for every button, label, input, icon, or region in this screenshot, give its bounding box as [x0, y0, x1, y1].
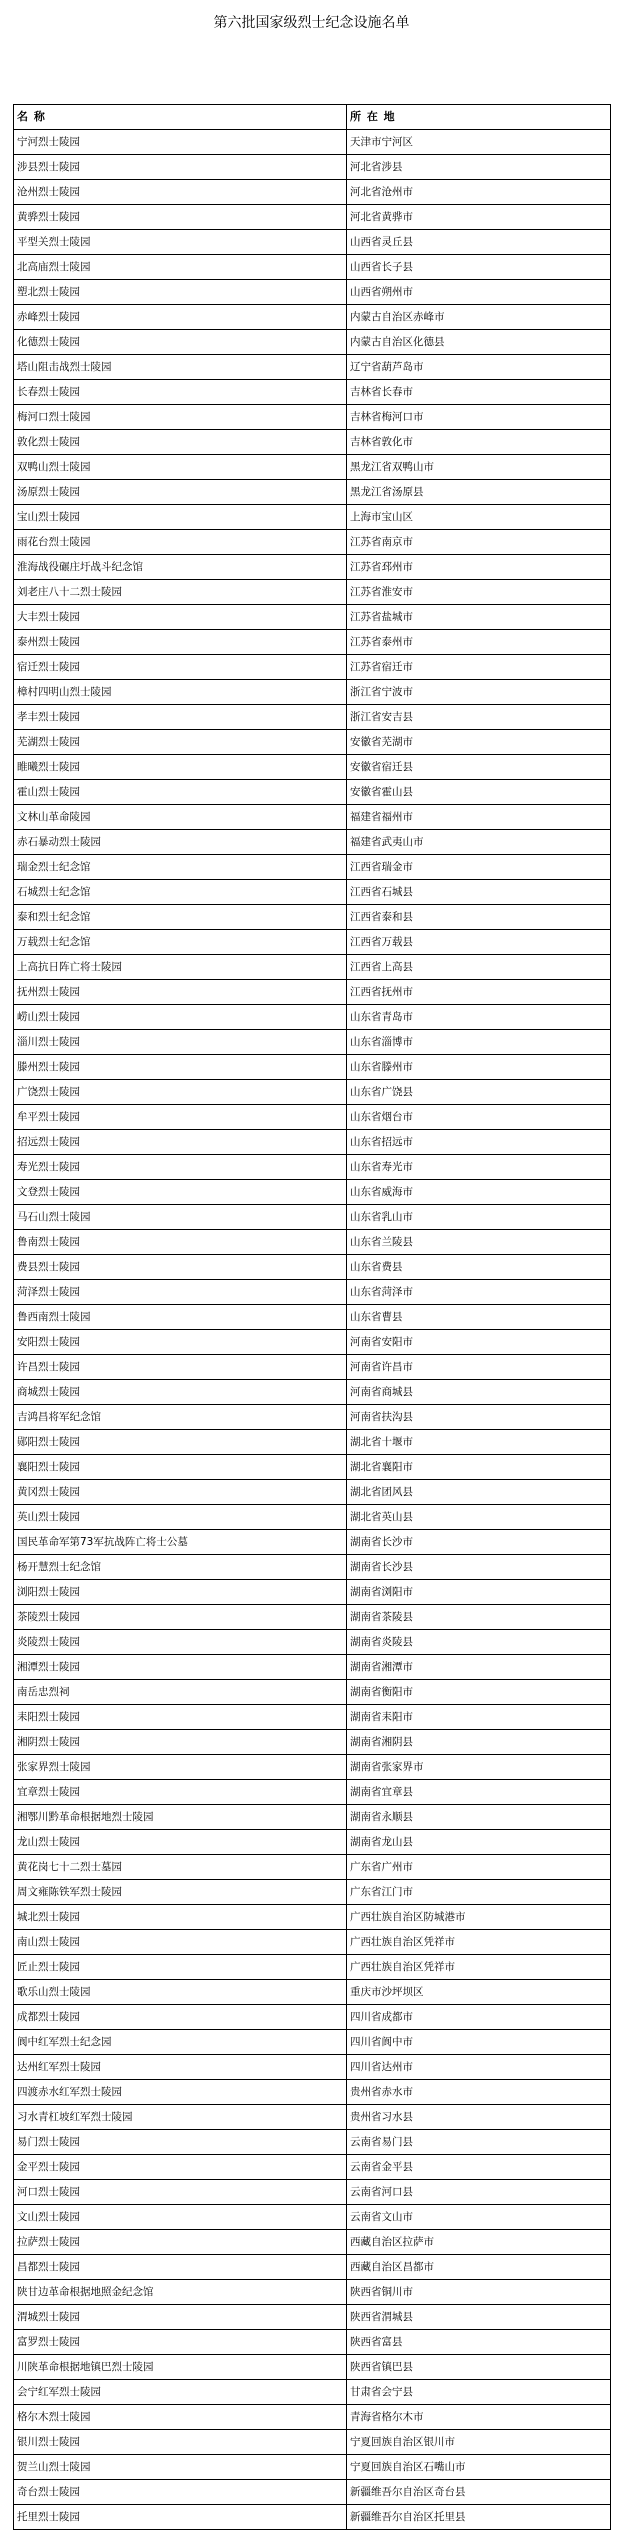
table-row	[14, 780, 611, 805]
memorial-name-cell: 阆中红军烈士纪念园	[14, 2030, 347, 2055]
table-header-row	[14, 105, 611, 130]
location-cell: 河南省安阳市	[347, 1330, 611, 1355]
table-row	[14, 1255, 611, 1280]
memorial-name-cell: 银川烈士陵园	[14, 2430, 347, 2455]
location-cell: 河北省沧州市	[347, 180, 611, 205]
memorial-name-cell: 成都烈士陵园	[14, 2005, 347, 2030]
location-cell: 江西省万载县	[347, 930, 611, 955]
table-row	[14, 905, 611, 930]
table-row	[14, 2355, 611, 2380]
location-cell: 陕西省镇巴县	[347, 2355, 611, 2380]
table-row	[14, 1580, 611, 1605]
memorial-name-cell: 襄阳烈士陵园	[14, 1455, 347, 1480]
location-cell: 浙江省宁波市	[347, 680, 611, 705]
memorial-name-cell: 大丰烈士陵园	[14, 605, 347, 630]
table-row	[14, 1555, 611, 1580]
location-cell: 四川省达州市	[347, 2055, 611, 2080]
memorial-name-cell: 长春烈士陵园	[14, 380, 347, 405]
location-cell: 青海省格尔木市	[347, 2405, 611, 2430]
location-cell: 山西省灵丘县	[347, 230, 611, 255]
memorial-name-cell: 沧州烈士陵园	[14, 180, 347, 205]
table-row	[14, 405, 611, 430]
location-cell: 安徽省霍山县	[347, 780, 611, 805]
table-row	[14, 1180, 611, 1205]
location-cell: 湖南省炎陵县	[347, 1630, 611, 1655]
table-row	[14, 1930, 611, 1955]
memorial-name-cell: 杨开慧烈士纪念馆	[14, 1555, 347, 1580]
table-row	[14, 1680, 611, 1705]
location-cell: 湖南省衡阳市	[347, 1680, 611, 1705]
memorial-name-cell: 湘鄂川黔革命根据地烈士陵园	[14, 1805, 347, 1830]
table-row	[14, 1955, 611, 1980]
memorial-name-cell: 涉县烈士陵园	[14, 155, 347, 180]
memorial-name-cell: 安阳烈士陵园	[14, 1330, 347, 1355]
location-cell: 福建省武夷山市	[347, 830, 611, 855]
table-row	[14, 1980, 611, 2005]
memorial-name-cell: 茶陵烈士陵园	[14, 1605, 347, 1630]
location-cell: 湖南省湘潭市	[347, 1655, 611, 1680]
memorial-name-cell: 城北烈士陵园	[14, 1905, 347, 1930]
location-cell: 湖南省茶陵县	[347, 1605, 611, 1630]
location-cell: 湖南省长沙县	[347, 1555, 611, 1580]
table-row	[14, 430, 611, 455]
table-row	[14, 1030, 611, 1055]
memorial-name-cell: 崂山烈士陵园	[14, 1005, 347, 1030]
location-cell: 江西省石城县	[347, 880, 611, 905]
memorial-name-cell: 北高庙烈士陵园	[14, 255, 347, 280]
location-cell: 山东省招远市	[347, 1130, 611, 1155]
location-cell: 吉林省长春市	[347, 380, 611, 405]
memorial-name-cell: 黄花岗七十二烈士墓园	[14, 1855, 347, 1880]
table-row	[14, 1205, 611, 1230]
memorial-name-cell: 鲁西南烈士陵园	[14, 1305, 347, 1330]
memorial-name-cell: 炎陵烈士陵园	[14, 1630, 347, 1655]
table-row	[14, 1855, 611, 1880]
location-cell: 浙江省安吉县	[347, 705, 611, 730]
memorial-list-table	[13, 104, 611, 2530]
location-cell: 江西省上高县	[347, 955, 611, 980]
location-cell: 江西省泰和县	[347, 905, 611, 930]
memorial-name-cell: 浏阳烈士陵园	[14, 1580, 347, 1605]
table-row	[14, 1830, 611, 1855]
location-cell: 湖南省耒阳市	[347, 1705, 611, 1730]
table-row	[14, 2480, 611, 2505]
table-row	[14, 930, 611, 955]
location-cell: 广东省广州市	[347, 1855, 611, 1880]
location-cell: 山东省青岛市	[347, 1005, 611, 1030]
table-row	[14, 1430, 611, 1455]
location-cell: 江苏省泰州市	[347, 630, 611, 655]
table-row	[14, 1405, 611, 1430]
location-cell: 山西省朔州市	[347, 280, 611, 305]
memorial-name-cell: 耒阳烈士陵园	[14, 1705, 347, 1730]
table-row	[14, 1780, 611, 1805]
table-row	[14, 1380, 611, 1405]
location-cell: 山东省淄博市	[347, 1030, 611, 1055]
memorial-name-cell: 商城烈士陵园	[14, 1380, 347, 1405]
memorial-name-cell: 樟村四明山烈士陵园	[14, 680, 347, 705]
location-cell: 内蒙古自治区化德县	[347, 330, 611, 355]
memorial-name-cell: 奇台烈士陵园	[14, 2480, 347, 2505]
location-cell: 甘肃省会宁县	[347, 2380, 611, 2405]
memorial-name-cell: 菏泽烈士陵园	[14, 1280, 347, 1305]
table-row	[14, 330, 611, 355]
table-row	[14, 2230, 611, 2255]
location-cell: 江苏省宿迁市	[347, 655, 611, 680]
location-cell: 湖南省湘阴县	[347, 1730, 611, 1755]
table-row	[14, 230, 611, 255]
memorial-name-cell: 文林山革命陵园	[14, 805, 347, 830]
table-row	[14, 1755, 611, 1780]
table-row	[14, 730, 611, 755]
table-row	[14, 1480, 611, 1505]
location-cell: 江苏省南京市	[347, 530, 611, 555]
memorial-name-cell: 孝丰烈士陵园	[14, 705, 347, 730]
memorial-name-cell: 昌都烈士陵园	[14, 2255, 347, 2280]
location-cell: 贵州省赤水市	[347, 2080, 611, 2105]
memorial-name-cell: 汤原烈士陵园	[14, 480, 347, 505]
table-row	[14, 2330, 611, 2355]
location-cell: 安徽省芜湖市	[347, 730, 611, 755]
table-row	[14, 130, 611, 155]
location-cell: 宁夏回族自治区石嘴山市	[347, 2455, 611, 2480]
location-cell: 湖南省宜章县	[347, 1780, 611, 1805]
table-row	[14, 2405, 611, 2430]
memorial-name-cell: 张家界烈士陵园	[14, 1755, 347, 1780]
memorial-name-cell: 宜章烈士陵园	[14, 1780, 347, 1805]
table-row	[14, 655, 611, 680]
memorial-name-cell: 川陕革命根据地镇巴烈士陵园	[14, 2355, 347, 2380]
table-row	[14, 1905, 611, 1930]
location-cell: 江西省瑞金市	[347, 855, 611, 880]
memorial-name-cell: 广饶烈士陵园	[14, 1080, 347, 1105]
table-row	[14, 755, 611, 780]
location-cell: 黑龙江省双鸭山市	[347, 455, 611, 480]
memorial-name-cell: 招远烈士陵园	[14, 1130, 347, 1155]
memorial-name-cell: 石城烈士纪念馆	[14, 880, 347, 905]
location-cell: 河北省涉县	[347, 155, 611, 180]
table-row	[14, 280, 611, 305]
location-cell: 新疆维吾尔自治区奇台县	[347, 2480, 611, 2505]
table-row	[14, 1105, 611, 1130]
memorial-name-cell: 宝山烈士陵园	[14, 505, 347, 530]
table-row	[14, 2080, 611, 2105]
memorial-name-cell: 吉鸿昌将军纪念馆	[14, 1405, 347, 1430]
table-row	[14, 2430, 611, 2455]
location-cell: 江西省抚州市	[347, 980, 611, 1005]
table-row	[14, 1280, 611, 1305]
location-cell: 云南省易门县	[347, 2130, 611, 2155]
memorial-name-cell: 费县烈士陵园	[14, 1255, 347, 1280]
location-cell: 四川省成都市	[347, 2005, 611, 2030]
table-row	[14, 205, 611, 230]
memorial-name-cell: 宿迁烈士陵园	[14, 655, 347, 680]
memorial-name-cell: 宁河烈士陵园	[14, 130, 347, 155]
memorial-name-cell: 易门烈士陵园	[14, 2130, 347, 2155]
memorial-name-cell: 平型关烈士陵园	[14, 230, 347, 255]
table-row	[14, 2505, 611, 2530]
table-row	[14, 455, 611, 480]
memorial-name-cell: 托里烈士陵园	[14, 2505, 347, 2530]
table-row	[14, 1605, 611, 1630]
memorial-name-cell: 刘老庄八十二烈士陵园	[14, 580, 347, 605]
table-row	[14, 830, 611, 855]
table-row	[14, 480, 611, 505]
location-cell: 山东省威海市	[347, 1180, 611, 1205]
memorial-name-cell: 贺兰山烈士陵园	[14, 2455, 347, 2480]
memorial-name-cell: 塑北烈士陵园	[14, 280, 347, 305]
location-cell: 天津市宁河区	[347, 130, 611, 155]
location-cell: 广西壮族自治区凭祥市	[347, 1955, 611, 1980]
location-cell: 山东省滕州市	[347, 1055, 611, 1080]
table-row	[14, 580, 611, 605]
memorial-name-cell: 湘潭烈士陵园	[14, 1655, 347, 1680]
table-row	[14, 2005, 611, 2030]
location-cell: 山东省费县	[347, 1255, 611, 1280]
location-cell: 湖北省襄阳市	[347, 1455, 611, 1480]
memorial-name-cell: 塔山阻击战烈士陵园	[14, 355, 347, 380]
memorial-name-cell: 淮海战役碾庄圩战斗纪念馆	[14, 555, 347, 580]
table-row	[14, 2105, 611, 2130]
table-row	[14, 155, 611, 180]
memorial-name-cell: 寿光烈士陵园	[14, 1155, 347, 1180]
location-cell: 安徽省宿迁县	[347, 755, 611, 780]
location-cell: 河北省黄骅市	[347, 205, 611, 230]
table-row	[14, 1005, 611, 1030]
table-row	[14, 705, 611, 730]
table-row	[14, 1705, 611, 1730]
memorial-name-cell: 淄川烈士陵园	[14, 1030, 347, 1055]
location-cell: 江苏省邳州市	[347, 555, 611, 580]
memorial-name-cell: 金平烈士陵园	[14, 2155, 347, 2180]
memorial-name-cell: 赤石暴动烈士陵园	[14, 830, 347, 855]
memorial-name-cell: 黄骅烈士陵园	[14, 205, 347, 230]
table-row	[14, 1730, 611, 1755]
location-cell: 湖南省张家界市	[347, 1755, 611, 1780]
memorial-name-cell: 拉萨烈士陵园	[14, 2230, 347, 2255]
memorial-name-cell: 国民革命军第73军抗战阵亡将士公墓	[14, 1530, 347, 1555]
table-row	[14, 1080, 611, 1105]
memorial-name-cell: 匠止烈士陵园	[14, 1955, 347, 1980]
table-row	[14, 605, 611, 630]
table-row	[14, 1880, 611, 1905]
location-cell: 陕西省富县	[347, 2330, 611, 2355]
location-cell: 四川省阆中市	[347, 2030, 611, 2055]
location-cell: 湖南省龙山县	[347, 1830, 611, 1855]
table-row	[14, 630, 611, 655]
location-cell: 西藏自治区昌都市	[347, 2255, 611, 2280]
location-cell: 山东省兰陵县	[347, 1230, 611, 1255]
table-row	[14, 2130, 611, 2155]
location-cell: 广东省江门市	[347, 1880, 611, 1905]
table-row	[14, 1305, 611, 1330]
table-row	[14, 2205, 611, 2230]
location-cell: 江苏省盐城市	[347, 605, 611, 630]
location-cell: 吉林省梅河口市	[347, 405, 611, 430]
location-cell: 重庆市沙坪坝区	[347, 1980, 611, 2005]
memorial-name-cell: 渭城烈士陵园	[14, 2305, 347, 2330]
memorial-name-cell: 敦化烈士陵园	[14, 430, 347, 455]
memorial-name-cell: 富罗烈士陵园	[14, 2330, 347, 2355]
location-cell: 云南省文山市	[347, 2205, 611, 2230]
location-cell: 山东省曹县	[347, 1305, 611, 1330]
table-row	[14, 2180, 611, 2205]
location-cell: 新疆维吾尔自治区托里县	[347, 2505, 611, 2530]
memorial-name-cell: 上高抗日阵亡将士陵园	[14, 955, 347, 980]
location-cell: 山东省烟台市	[347, 1105, 611, 1130]
column-header-name: 名 称	[14, 105, 347, 130]
location-cell: 湖北省英山县	[347, 1505, 611, 1530]
location-cell: 河南省商城县	[347, 1380, 611, 1405]
table-row	[14, 2055, 611, 2080]
page-title: 第六批国家级烈士纪念设施名单	[213, 15, 410, 31]
location-cell: 湖南省长沙市	[347, 1530, 611, 1555]
table-row	[14, 1505, 611, 1530]
table-body	[14, 130, 611, 2530]
memorial-name-cell: 习水青杠坡红军烈士陵园	[14, 2105, 347, 2130]
memorial-name-cell: 周文雍陈铁军烈士陵园	[14, 1880, 347, 1905]
memorial-name-cell: 陕甘边革命根据地照金纪念馆	[14, 2280, 347, 2305]
table-row	[14, 1630, 611, 1655]
memorial-name-cell: 英山烈士陵园	[14, 1505, 347, 1530]
location-cell: 云南省河口县	[347, 2180, 611, 2205]
memorial-name-cell: 赤峰烈士陵园	[14, 305, 347, 330]
location-cell: 宁夏回族自治区银川市	[347, 2430, 611, 2455]
table-row	[14, 2255, 611, 2280]
location-cell: 上海市宝山区	[347, 505, 611, 530]
table-row	[14, 1455, 611, 1480]
column-header-location: 所 在 地	[347, 105, 611, 130]
memorial-name-cell: 格尔木烈士陵园	[14, 2405, 347, 2430]
memorial-name-cell: 达州红军烈士陵园	[14, 2055, 347, 2080]
memorial-name-cell: 泰州烈士陵园	[14, 630, 347, 655]
memorial-name-cell: 郧阳烈士陵园	[14, 1430, 347, 1455]
location-cell: 河南省许昌市	[347, 1355, 611, 1380]
table-row	[14, 1805, 611, 1830]
table-row	[14, 1655, 611, 1680]
location-cell: 湖北省十堰市	[347, 1430, 611, 1455]
location-cell: 河南省扶沟县	[347, 1405, 611, 1430]
memorial-name-cell: 瑞金烈士纪念馆	[14, 855, 347, 880]
memorial-name-cell: 南岳忠烈祠	[14, 1680, 347, 1705]
location-cell: 山东省广饶县	[347, 1080, 611, 1105]
memorial-name-cell: 文登烈士陵园	[14, 1180, 347, 1205]
location-cell: 山东省乳山市	[347, 1205, 611, 1230]
memorial-name-cell: 马石山烈士陵园	[14, 1205, 347, 1230]
memorial-name-cell: 睢曦烈士陵园	[14, 755, 347, 780]
memorial-name-cell: 滕州烈士陵园	[14, 1055, 347, 1080]
location-cell: 山东省寿光市	[347, 1155, 611, 1180]
table-row	[14, 855, 611, 880]
table-row	[14, 1330, 611, 1355]
location-cell: 山东省菏泽市	[347, 1280, 611, 1305]
table-row	[14, 380, 611, 405]
memorial-name-cell: 双鸭山烈士陵园	[14, 455, 347, 480]
memorial-name-cell: 泰和烈士纪念馆	[14, 905, 347, 930]
memorial-name-cell: 芜湖烈士陵园	[14, 730, 347, 755]
location-cell: 山西省长子县	[347, 255, 611, 280]
location-cell: 湖南省浏阳市	[347, 1580, 611, 1605]
table-row	[14, 255, 611, 280]
table-row	[14, 355, 611, 380]
table-row	[14, 1055, 611, 1080]
table-row	[14, 1130, 611, 1155]
memorial-name-cell: 湘阴烈士陵园	[14, 1730, 347, 1755]
table-row	[14, 1530, 611, 1555]
location-cell: 陕西省渭城县	[347, 2305, 611, 2330]
memorial-name-cell: 化德烈士陵园	[14, 330, 347, 355]
location-cell: 贵州省习水县	[347, 2105, 611, 2130]
table-row	[14, 2380, 611, 2405]
location-cell: 吉林省敦化市	[347, 430, 611, 455]
table-row	[14, 305, 611, 330]
location-cell: 黑龙江省汤原县	[347, 480, 611, 505]
memorial-name-cell: 许昌烈士陵园	[14, 1355, 347, 1380]
memorial-name-cell: 梅河口烈士陵园	[14, 405, 347, 430]
table-row	[14, 2155, 611, 2180]
table-row	[14, 2305, 611, 2330]
location-cell: 辽宁省葫芦岛市	[347, 355, 611, 380]
table-row	[14, 680, 611, 705]
memorial-name-cell: 文山烈士陵园	[14, 2205, 347, 2230]
table-row	[14, 2280, 611, 2305]
memorial-name-cell: 黄冈烈士陵园	[14, 1480, 347, 1505]
memorial-name-cell: 雨花台烈士陵园	[14, 530, 347, 555]
location-cell: 陕西省铜川市	[347, 2280, 611, 2305]
table-row	[14, 530, 611, 555]
table-row	[14, 880, 611, 905]
table-row	[14, 1155, 611, 1180]
table-row	[14, 180, 611, 205]
memorial-name-cell: 歌乐山烈士陵园	[14, 1980, 347, 2005]
table-row	[14, 505, 611, 530]
table-row	[14, 1230, 611, 1255]
location-cell: 福建省福州市	[347, 805, 611, 830]
memorial-name-cell: 抚州烈士陵园	[14, 980, 347, 1005]
location-cell: 湖南省永顺县	[347, 1805, 611, 1830]
table-row	[14, 2030, 611, 2055]
location-cell: 广西壮族自治区凭祥市	[347, 1930, 611, 1955]
table-row	[14, 805, 611, 830]
location-cell: 江苏省淮安市	[347, 580, 611, 605]
memorial-name-cell: 龙山烈士陵园	[14, 1830, 347, 1855]
table-row	[14, 955, 611, 980]
table-row	[14, 1355, 611, 1380]
table-row	[14, 555, 611, 580]
location-cell: 西藏自治区拉萨市	[347, 2230, 611, 2255]
memorial-name-cell: 牟平烈士陵园	[14, 1105, 347, 1130]
memorial-name-cell: 霍山烈士陵园	[14, 780, 347, 805]
memorial-name-cell: 南山烈士陵园	[14, 1930, 347, 1955]
memorial-name-cell: 万载烈士纪念馆	[14, 930, 347, 955]
location-cell: 广西壮族自治区防城港市	[347, 1905, 611, 1930]
memorial-name-cell: 鲁南烈士陵园	[14, 1230, 347, 1255]
memorial-name-cell: 四渡赤水红军烈士陵园	[14, 2080, 347, 2105]
memorial-name-cell: 河口烈士陵园	[14, 2180, 347, 2205]
location-cell: 云南省金平县	[347, 2155, 611, 2180]
location-cell: 湖北省团风县	[347, 1480, 611, 1505]
table-row	[14, 2455, 611, 2480]
memorial-name-cell: 会宁红军烈士陵园	[14, 2380, 347, 2405]
location-cell: 内蒙古自治区赤峰市	[347, 305, 611, 330]
table-row	[14, 980, 611, 1005]
